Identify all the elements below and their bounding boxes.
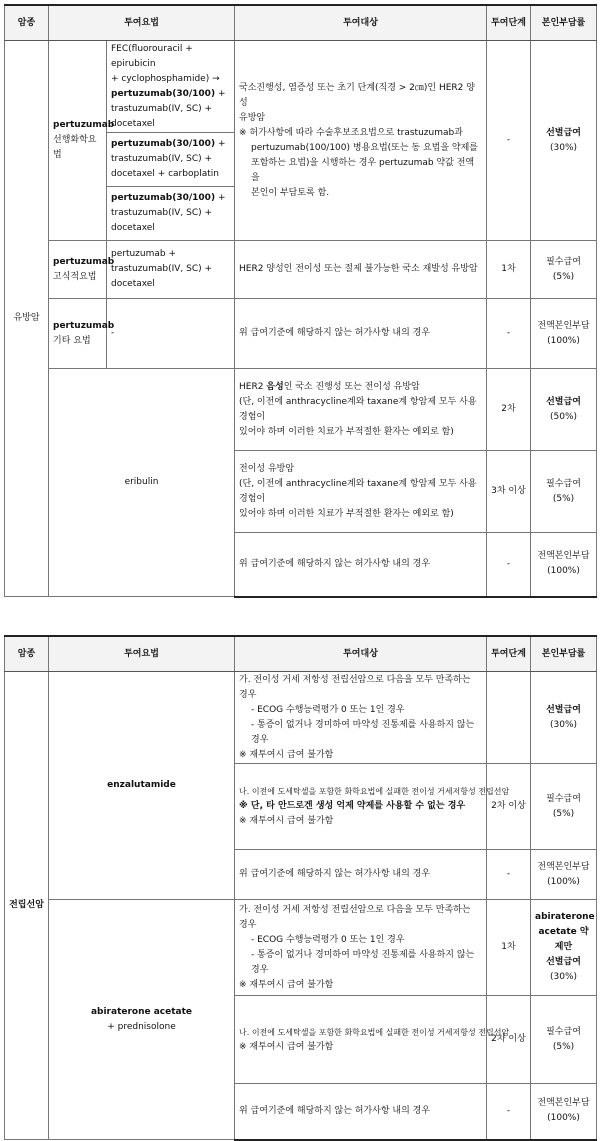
regimen-cell <box>107 241 235 299</box>
header-regimen: 투여요법 <box>49 636 235 672</box>
regimen-cell <box>107 133 235 187</box>
regimen-text: pertuzumab(30/100) <box>111 88 216 99</box>
target-cell <box>235 451 487 533</box>
note-mark: ※ <box>239 127 247 138</box>
drug-cell <box>49 41 115 241</box>
breast-cancer-table <box>4 4 597 598</box>
stage-cell: 3차 이상 <box>487 451 531 533</box>
target-text: (단, 이전에 anthracycline계와 taxane계 항암제 모두 사용 경험이 <box>239 478 477 504</box>
table-row <box>5 672 597 764</box>
rate-label: 필수급여 <box>546 793 581 804</box>
target-text: ※ 단, 타 안드로겐 생성 억제 약제를 사용할 수 없는 경우 <box>239 801 466 811</box>
target-text: 유방암 <box>239 112 266 123</box>
drug-cell <box>49 299 115 369</box>
rate-cell <box>531 996 597 1084</box>
table-row <box>5 369 597 451</box>
rate-percent: (50%) <box>549 411 578 422</box>
target-text: 인 국소 진행성 또는 전이성 유방암 <box>283 381 420 392</box>
target-cell: 위 급여기준에 해당하지 않는 허가사항 내의 경우 <box>235 850 487 900</box>
regimen-text: trastuzumab(IV, SC) + <box>111 154 213 164</box>
stage-cell: 2차 이상 <box>487 996 531 1084</box>
target-text: - ECOG 수행능력평가 0 또는 1인 경우 <box>251 704 405 715</box>
target-text: - 통증이 없거나 경미하여 마약성 진통제를 사용하지 않는 경우 <box>251 719 475 745</box>
rate-percent: (100%) <box>547 876 580 887</box>
header-target: 투여대상 <box>235 5 487 41</box>
stage-cell <box>487 672 531 764</box>
regimen-text: + <box>217 139 226 149</box>
target-text: ※ 재투여시 급여 불가함 <box>239 816 334 826</box>
table-row <box>5 241 597 299</box>
rate-cell <box>531 672 597 764</box>
drug-cell: eribulin <box>49 369 235 597</box>
target-text: ※ 재투여시 급여 불가함 <box>239 979 334 990</box>
header-regimen: 투여요법 <box>49 5 235 41</box>
table-row <box>5 41 597 133</box>
header-rate: 본인부담률 <box>531 5 597 41</box>
header-target: 투여대상 <box>235 636 487 672</box>
rate-percent: (5%) <box>552 271 575 282</box>
header-cancer: 암종 <box>5 636 49 672</box>
target-text: 가. 전이성 거세 저항성 전립선암으로 다음을 모두 만족하는 경우 <box>239 674 471 700</box>
stage-cell: - <box>487 41 531 241</box>
cancer-type-cell: 유방암 <box>5 41 49 597</box>
stage-cell: 1차 <box>487 900 531 996</box>
target-cell <box>235 369 487 451</box>
target-text: 있어야 하며 이러한 치료가 부적절한 환자는 예외로 함) <box>239 508 454 519</box>
target-cell <box>235 900 487 996</box>
table-header-row <box>5 636 597 672</box>
table-header-row <box>5 5 597 41</box>
rate-label: 선별급여 <box>546 957 581 967</box>
rate-percent: (5%) <box>552 493 575 504</box>
drug-name: + prednisolone <box>107 1021 176 1032</box>
regimen-text: + cyclophosphamide) → <box>111 73 220 84</box>
target-cell: 위 급여기준에 해당하지 않는 허가사항 내의 경우 <box>235 1084 487 1140</box>
regimen-text: trastuzumab(IV, SC) + <box>111 208 213 218</box>
header-rate: 본인부담률 <box>531 636 597 672</box>
regimen-text: + <box>217 193 226 203</box>
regimen-text: trastuzumab(IV, SC) + <box>111 103 213 114</box>
rate-label: 전액본인부담 <box>537 861 590 872</box>
target-text: 나. 이전에 도세탁셀을 포함한 화학요법에 실패한 전이성 거세저항성 전립선암 <box>239 1027 510 1037</box>
prostate-cancer-table <box>4 635 597 1141</box>
regimen-text: docetaxel <box>111 118 155 129</box>
stage-cell: - <box>487 1084 531 1140</box>
target-text: 전이성 유방암 <box>239 463 295 474</box>
table-row <box>5 299 597 369</box>
drug-cell <box>49 900 235 1140</box>
rate-cell <box>531 299 597 369</box>
rate-cell <box>531 533 597 597</box>
rate-percent: (100%) <box>547 335 580 346</box>
regimen-cell <box>107 41 235 133</box>
drug-cell <box>49 241 115 299</box>
rate-cell <box>531 850 597 900</box>
rate-cell <box>531 241 597 299</box>
target-text: 가. 전이성 거세 저항성 전립선암으로 다음을 모두 만족하는 경우 <box>239 904 471 930</box>
regimen-text: pertuzumab + <box>111 249 177 259</box>
note-text: pertuzumab(100/100) 병용요법(또는 동 요법을 약제를 <box>251 142 478 153</box>
target-text: ※ 재투여시 급여 불가함 <box>239 1041 334 1052</box>
target-cell: 위 급여기준에 해당하지 않는 허가사항 내의 경우 <box>235 533 487 597</box>
target-text: 나. 이전에 도세탁셀을 포함한 화학요법에 실패한 전이성 거세저항성 전립선암 <box>239 787 510 796</box>
regimen-cell: - <box>107 299 235 369</box>
drug-line-type: 선행화학요법 <box>53 135 97 160</box>
regimen-cell <box>107 187 235 241</box>
regimen-text: docetaxel + carboplatin <box>111 169 219 179</box>
regimen-text: + <box>217 88 226 99</box>
regimen-text: pertuzumab(30/100) <box>111 139 216 149</box>
drug-name: abiraterone acetate <box>90 1006 193 1017</box>
note-text: 허가사항에 따라 수술후보조요법으로 trastuzumab과 <box>249 127 463 138</box>
target-text: HER2 <box>239 381 267 392</box>
rate-percent: (30%) <box>549 719 578 730</box>
rate-cell <box>531 41 597 241</box>
drug-name: pertuzumab <box>53 320 115 331</box>
rate-cell <box>531 1084 597 1140</box>
rate-label: acetate 약제만 <box>538 927 589 952</box>
rate-percent: (100%) <box>547 566 580 577</box>
rate-label: 전액본인부담 <box>537 320 590 331</box>
drug-line-type: 고식적요법 <box>53 271 97 282</box>
stage-cell: - <box>487 533 531 597</box>
stage-cell: - <box>487 850 531 900</box>
rate-label: 전액본인부담 <box>537 1098 590 1109</box>
regimen-text: pertuzumab(30/100) <box>111 193 216 203</box>
rate-cell <box>531 900 597 996</box>
note-text: 포함하는 요법)을 시행하는 경우 pertuzumab 약값 전액을 <box>251 157 475 183</box>
drug-line-type: 기타 요법 <box>53 335 91 346</box>
rate-percent: (30%) <box>549 142 578 153</box>
header-cancer: 암종 <box>5 5 49 41</box>
regimen-text: trastuzumab(IV, SC) + <box>111 264 213 274</box>
header-stage: 투여단계 <box>487 5 531 41</box>
rate-label: 선별급여 <box>546 127 581 138</box>
stage-cell: 2차 이상 <box>487 764 531 850</box>
regimen-text: docetaxel <box>111 279 155 289</box>
target-cell <box>235 672 487 764</box>
target-text: 국소진행성, 염증성 또는 초기 단계(직경 > 2㎝)인 HER2 양성 <box>239 82 475 108</box>
rate-percent: (5%) <box>552 1041 575 1052</box>
rate-percent: (30%) <box>549 972 578 982</box>
cancer-type-cell: 전립선암 <box>5 672 49 1140</box>
target-text: 음성 <box>266 381 284 392</box>
rate-label: 선별급여 <box>546 704 581 715</box>
note-text: 본인이 부담토록 함. <box>251 187 330 198</box>
drug-cell: enzalutamide <box>49 672 235 900</box>
rate-label: 필수급여 <box>546 1026 581 1037</box>
target-text: ※ 재투여시 급여 불가함 <box>239 749 334 760</box>
rate-label: 선별급여 <box>546 396 581 407</box>
regimen-text: docetaxel <box>111 223 155 233</box>
rate-percent: (5%) <box>552 808 575 819</box>
rate-percent: (100%) <box>547 1113 580 1124</box>
table-row <box>5 900 597 996</box>
stage-cell: - <box>487 299 531 369</box>
rate-label: 필수급여 <box>546 478 581 489</box>
target-cell <box>235 41 487 241</box>
target-text: (단, 이전에 anthracycline계와 taxane계 항암제 모두 사용 경험이 <box>239 396 477 422</box>
rate-cell <box>531 451 597 533</box>
rate-cell <box>531 369 597 451</box>
target-text: - ECOG 수행능력평가 0 또는 1인 경우 <box>251 934 405 945</box>
rate-label: 전액본인부담 <box>537 551 590 562</box>
target-cell: 위 급여기준에 해당하지 않는 허가사항 내의 경우 <box>235 299 487 369</box>
stage-cell: 1차 <box>487 241 531 299</box>
drug-name: pertuzumab <box>53 256 115 267</box>
rate-label: abiraterone <box>535 912 595 922</box>
drug-name: pertuzumab <box>53 120 115 130</box>
target-cell: HER2 양성인 전이성 또는 절제 불가능한 국소 재발성 유방암 <box>235 241 487 299</box>
target-text: 있어야 하며 이러한 치료가 부적절한 환자는 예외로 함) <box>239 426 454 437</box>
header-stage: 투여단계 <box>487 636 531 672</box>
rate-label: 필수급여 <box>546 256 581 267</box>
rate-cell <box>531 764 597 850</box>
regimen-text: FEC(fluorouracil + epirubicin <box>111 43 193 69</box>
target-text: - 통증이 없거나 경미하여 마약성 진통제를 사용하지 않는 경우 <box>251 949 475 975</box>
stage-cell: 2차 <box>487 369 531 451</box>
